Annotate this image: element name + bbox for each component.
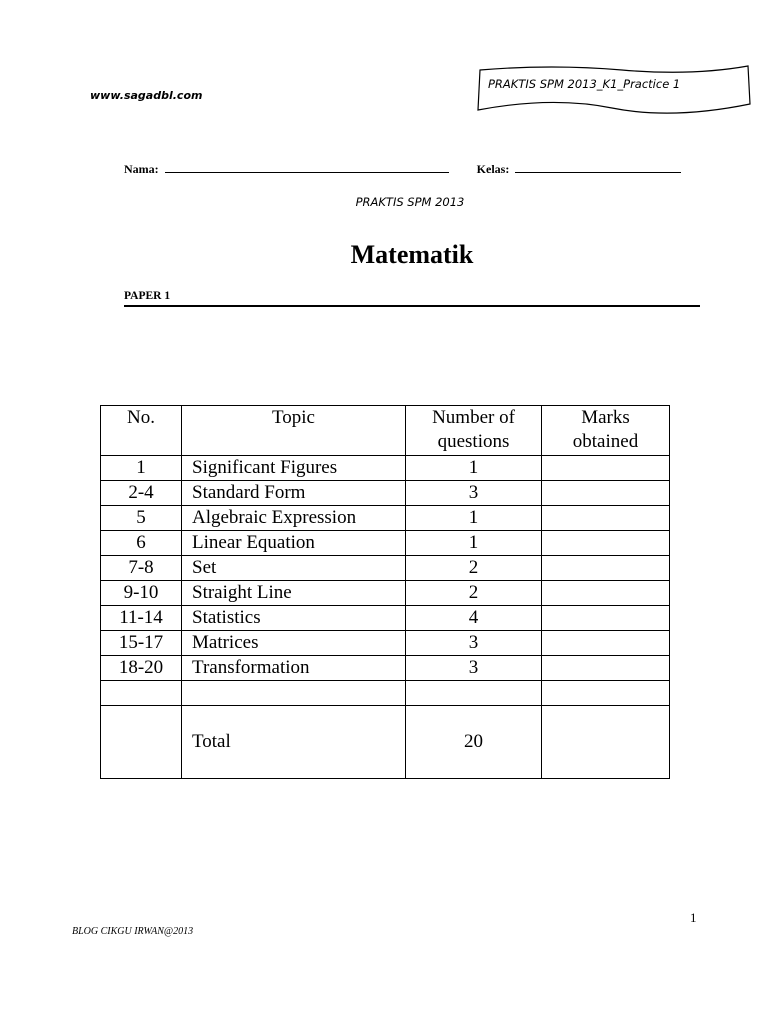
table-total-row <box>101 706 670 779</box>
row-no: 1 <box>101 456 182 481</box>
student-info-row <box>124 160 681 177</box>
row-marks-field[interactable] <box>542 606 670 631</box>
table-row-empty <box>101 681 670 706</box>
banner-text: PRAKTIS SPM 2013_K1_Practice 1 <box>488 77 681 91</box>
row-no: 9-10 <box>101 581 182 606</box>
row-questions: 3 <box>406 481 542 506</box>
row-no: 15-17 <box>101 631 182 656</box>
total-value: 20 <box>406 706 542 779</box>
name-label: Nama: <box>124 162 159 176</box>
page-number: 1 <box>690 910 697 925</box>
row-topic: Linear Equation <box>182 531 406 556</box>
paper-label: PAPER 1 <box>124 290 171 302</box>
row-no: 18-20 <box>101 656 182 681</box>
empty-cell <box>101 681 182 706</box>
topics-table <box>100 405 670 779</box>
table-row <box>101 606 670 631</box>
table-row <box>101 581 670 606</box>
row-no: 6 <box>101 531 182 556</box>
class-label: Kelas: <box>476 162 510 176</box>
name-field[interactable] <box>165 160 449 173</box>
table-row <box>101 456 670 481</box>
header-marks-line2: obtained <box>572 431 639 452</box>
row-no: 7-8 <box>101 556 182 581</box>
row-topic: Straight Line <box>182 581 406 606</box>
header-questions-line1: Number of <box>432 407 515 428</box>
row-topic: Statistics <box>182 606 406 631</box>
class-field[interactable] <box>515 160 681 173</box>
header-marks <box>542 406 670 456</box>
row-topic: Transformation <box>182 656 406 681</box>
row-marks-field[interactable] <box>542 481 670 506</box>
empty-cell <box>182 681 406 706</box>
row-questions: 2 <box>406 581 542 606</box>
table-row <box>101 656 670 681</box>
header-questions-line2: questions <box>437 431 510 452</box>
row-topic: Significant Figures <box>182 456 406 481</box>
row-marks-field[interactable] <box>542 456 670 481</box>
row-questions: 1 <box>406 506 542 531</box>
row-marks-field[interactable] <box>542 531 670 556</box>
row-questions: 3 <box>406 656 542 681</box>
header-topic: Topic <box>182 406 406 456</box>
row-questions: 1 <box>406 531 542 556</box>
banner-scroll-shape <box>472 62 758 138</box>
practice-banner <box>472 62 758 138</box>
table-row <box>101 556 670 581</box>
footer-text: BLOG CIKGU IRWAN@2013 <box>72 926 194 937</box>
empty-cell <box>542 681 670 706</box>
row-questions: 2 <box>406 556 542 581</box>
row-marks-field[interactable] <box>542 656 670 681</box>
header-marks-line1: Marks <box>581 407 630 428</box>
paper-divider <box>124 305 700 307</box>
row-no: 2-4 <box>101 481 182 506</box>
row-marks-field[interactable] <box>542 581 670 606</box>
row-topic: Standard Form <box>182 481 406 506</box>
table-header-row <box>101 406 670 456</box>
header-questions <box>406 406 542 456</box>
row-marks-field[interactable] <box>542 631 670 656</box>
row-no: 5 <box>101 506 182 531</box>
subtitle: PRAKTIS SPM 2013 <box>355 195 465 209</box>
row-questions: 4 <box>406 606 542 631</box>
table-row <box>101 531 670 556</box>
row-questions: 1 <box>406 456 542 481</box>
row-questions: 3 <box>406 631 542 656</box>
row-topic: Algebraic Expression <box>182 506 406 531</box>
table-row <box>101 506 670 531</box>
total-label: Total <box>182 706 406 779</box>
row-marks-field[interactable] <box>542 556 670 581</box>
page-title: Matematik <box>350 240 474 269</box>
website-url: www.sagadbl.com <box>90 89 203 102</box>
empty-cell <box>101 706 182 779</box>
table-row <box>101 631 670 656</box>
empty-cell <box>406 681 542 706</box>
row-marks-field[interactable] <box>542 506 670 531</box>
row-topic: Set <box>182 556 406 581</box>
row-topic: Matrices <box>182 631 406 656</box>
total-marks-field[interactable] <box>542 706 670 779</box>
row-no: 11-14 <box>101 606 182 631</box>
header-no: No. <box>101 406 182 456</box>
table-row <box>101 481 670 506</box>
